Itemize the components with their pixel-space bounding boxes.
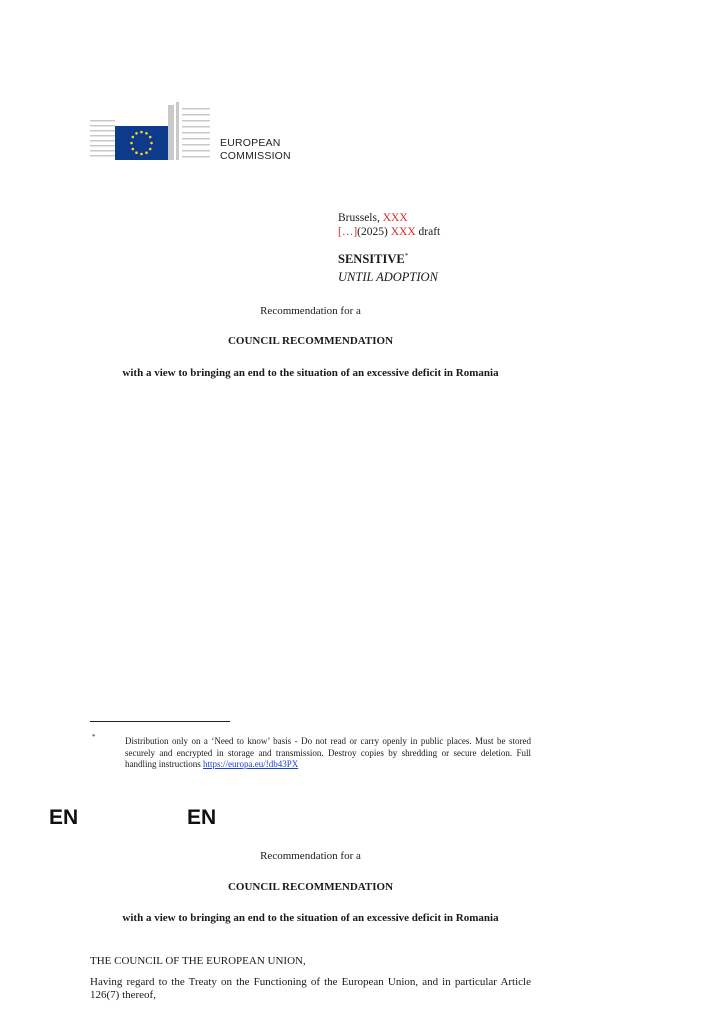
reference-year: (2025) bbox=[357, 226, 391, 238]
logo-line-2: COMMISSION bbox=[220, 150, 291, 162]
cover-subtitle: with a view to bringing an end to the situation of an excessive deficit in Romania bbox=[122, 367, 499, 379]
footnote-mark: * bbox=[92, 733, 96, 741]
page2-title: COUNCIL RECOMMENDATION bbox=[227, 881, 394, 893]
cover-title: COUNCIL RECOMMENDATION bbox=[227, 335, 394, 347]
cover-intro: Recommendation for a bbox=[260, 305, 361, 317]
classification-sub: UNTIL ADOPTION bbox=[338, 270, 438, 284]
logo-line-1: EUROPEAN bbox=[220, 137, 281, 149]
logo-wordmark bbox=[220, 137, 291, 163]
classification-footnote-mark: * bbox=[404, 252, 409, 260]
handling-instructions-link[interactable]: https://europa.eu/!db43PX bbox=[203, 759, 299, 769]
reference-placeholder: XXX bbox=[390, 226, 416, 238]
date-placeholder: XXX bbox=[382, 212, 408, 224]
page2-intro: Recommendation for a bbox=[260, 850, 361, 862]
place-label: Brussels, bbox=[338, 212, 383, 224]
reference-bracket: […] bbox=[338, 226, 358, 238]
footnote-body: Distribution only on a ‘Need to know’ basis - Do not read or carry openly in public places. Must be stored securely and encrypted in storage and transmission. Destroy copies by shredding or secure deletion. Full handling instructions bbox=[125, 736, 531, 769]
footnote-separator bbox=[90, 721, 230, 722]
page2-subtitle: with a view to bringing an end to the situation of an excessive deficit in Romania bbox=[122, 912, 499, 924]
having-regard-paragraph: Having regard to the Treaty on the Functioning of the European Union, and in particular Article 126(7) thereof, bbox=[90, 976, 531, 1001]
language-code-left: EN bbox=[49, 806, 79, 829]
classification-marking bbox=[338, 252, 408, 267]
place-date-line bbox=[338, 212, 408, 224]
council-heading: THE COUNCIL OF THE EUROPEAN UNION, bbox=[90, 955, 306, 967]
reference-suffix: draft bbox=[415, 226, 441, 238]
language-code-right: EN bbox=[187, 806, 217, 829]
reference-line bbox=[338, 226, 440, 238]
footnote-text bbox=[125, 736, 531, 771]
classification-label: SENSITIVE bbox=[338, 252, 405, 267]
